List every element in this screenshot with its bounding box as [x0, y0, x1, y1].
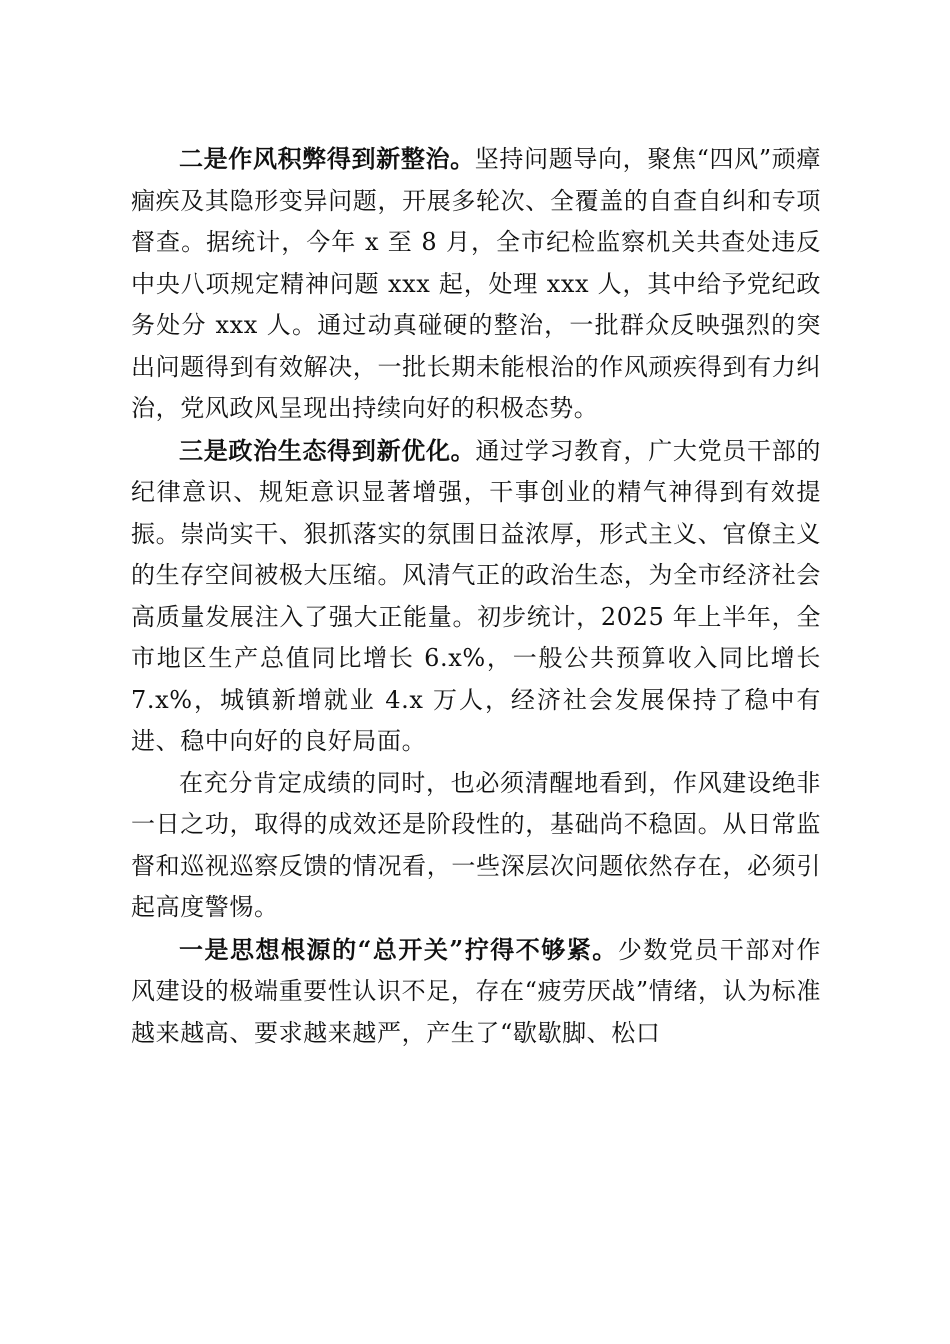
paragraph-transition	[131, 763, 821, 929]
paragraph-heading: 一是思想根源的“总开关”拧得不够紧。	[179, 934, 618, 964]
paragraph-text: 少数党员干部对作风建设的极端重要性认识不足，存在“疲劳厌战”情绪，认为标准越来越高、要求越来越严，产生了“歇歇脚、松口	[131, 935, 821, 1047]
document-body	[131, 138, 821, 1054]
paragraph-text: 通过学习教育，广大党员干部的纪律意识、规矩意识显著增强，干事创业的精气神得到有效提振。崇尚实干、狠抓落实的氛围日益浓厚，形式主义、官僚主义的生存空间被极大压缩。风清气正的政治生态，为全市经济社会高质量发展注入了强大正能量。初步统计，2025 年上半年，全市地区生产总值同比增长 6.x%，一般公共预算收入同比增长 7.x%，城镇新增就业 4.x 万人，经济社会发展保持了稳中有进、稳中向好的良好局面。	[131, 436, 822, 755]
paragraph-heading: 三是政治生态得到新优化。	[179, 435, 476, 465]
paragraph-achievement-two	[131, 138, 821, 430]
paragraph-text: 坚持问题导向，聚焦“四风”顽瘴痼疾及其隐形变异问题，开展多轮次、全覆盖的自查自纠和专项督查。据统计，今年 x 至 8 月，全市纪检监察机关共查处违反中央八项规定精神问题 xxx 起，处理 xxx 人，其中给予党纪政务处分 xxx 人。通过动真碰硬的整治，一批群众反映强烈的突出问题得到有效解决，一批长期未能根治的作风顽疾得到有力纠治，党风政风呈现出持续向好的积极态势。	[131, 145, 821, 422]
paragraph-achievement-three	[131, 430, 821, 763]
paragraph-text: 在充分肯定成绩的同时，也必须清醒地看到，作风建设绝非一日之功，取得的成效还是阶段性的，基础尚不稳固。从日常监督和巡视巡察反馈的情况看，一些深层次问题依然存在，必须引起高度警惕。	[131, 768, 821, 921]
paragraph-problem-one	[131, 929, 821, 1055]
paragraph-heading: 二是作风积弊得到新整治。	[179, 144, 475, 173]
